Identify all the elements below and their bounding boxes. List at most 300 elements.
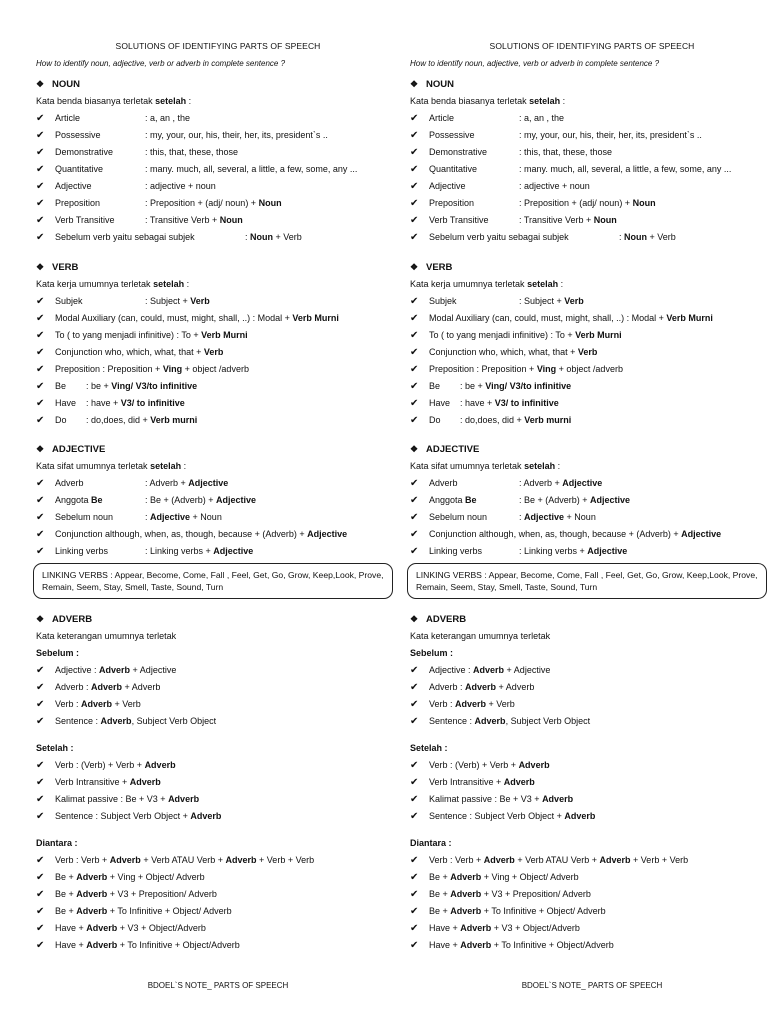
text-segment: Have +: [55, 923, 87, 933]
bold-term: Adverb: [100, 716, 132, 726]
checkmark-icon: ✔: [410, 760, 419, 771]
bold-term: Verb: [577, 347, 598, 357]
checkmark-icon: ✔: [36, 906, 45, 917]
checkmark-icon: ✔: [36, 889, 45, 900]
section-intro: [36, 276, 400, 293]
text-segment: : Subject +: [145, 296, 191, 306]
checkmark-icon: ✔: [410, 198, 419, 209]
list-item: [36, 852, 400, 869]
text-segment: + V3 + Preposition/ Adverb: [107, 889, 217, 899]
section-heading-adjective: [36, 441, 400, 458]
checkmark-icon: ✔: [36, 940, 45, 951]
section-title: VERB: [52, 262, 79, 273]
text-segment: : Transitive Verb +: [145, 215, 220, 225]
checkmark-icon: ✔: [410, 495, 419, 506]
list-item: [36, 361, 400, 378]
text-segment: : Preposition + (adj/ noun) +: [145, 198, 259, 208]
text-segment: To ( to yang menjadi infinitive) : To +: [55, 330, 202, 340]
list-item: [410, 412, 768, 429]
list-item: [410, 757, 768, 774]
spacer: [410, 825, 768, 835]
section-heading-adverb: [410, 611, 768, 628]
bold-term: setelah: [155, 96, 187, 106]
list-item: [410, 110, 768, 127]
list-item: [36, 713, 400, 730]
text-segment: + To Infinitive + Object/Adverb: [491, 940, 614, 950]
list-item: [36, 509, 400, 526]
text-segment: + To Infinitive + Object/ Adverb: [481, 906, 606, 916]
list-item: [36, 378, 400, 395]
text-segment: Adjective :: [429, 665, 474, 675]
bold-term: Adjective: [213, 546, 254, 556]
subgroup-label-before: Sebelum :: [36, 648, 80, 658]
bold-term: Adverb: [503, 777, 535, 787]
bold-term: setelah: [153, 279, 185, 289]
text-segment: Modal Auxiliary (can, could, must, might, shall, ..) : Modal +: [55, 313, 293, 323]
item-label: Sebelum noun: [429, 512, 488, 522]
item-label: Be: [55, 381, 67, 391]
item-definition: [429, 526, 721, 543]
checkmark-icon: ✔: [36, 398, 45, 409]
bold-term: Verb Murni: [292, 313, 339, 323]
subgroup-label-between: Diantara :: [410, 838, 452, 848]
text-segment: Kalimat passive : Be + V3 +: [429, 794, 543, 804]
bold-term: Verb: [190, 296, 210, 306]
list-item: [36, 774, 400, 791]
bold-term: Ving: [536, 364, 557, 374]
text-segment: Kata kerja umumnya terletak: [410, 279, 528, 289]
text-segment: + Verb ATAU Verb +: [140, 855, 226, 865]
list-item: [410, 886, 768, 903]
item-definition: [429, 327, 622, 344]
bold-term: Noun: [219, 215, 243, 225]
bold-term: Verb murni: [150, 415, 198, 425]
bold-term: Adverb: [450, 889, 482, 899]
list-item: [36, 178, 400, 195]
item-definition: [55, 696, 141, 713]
text-segment: Verb : (Verb) + Verb +: [429, 760, 519, 770]
subgroup-label-between: Diantara :: [36, 838, 78, 848]
list-item: [410, 903, 768, 920]
text-segment: Verb : (Verb) + Verb +: [55, 760, 145, 770]
diamond-bullet-icon: ❖: [36, 262, 45, 272]
section-heading-noun: [36, 76, 400, 93]
item-definition: [429, 869, 579, 886]
item-label: Possessive: [55, 130, 101, 140]
text-segment: + Verb: [486, 699, 515, 709]
text-segment: Be +: [55, 906, 77, 916]
bold-term: setelah: [527, 279, 559, 289]
section-noun: [36, 76, 400, 246]
item-definition: [429, 808, 595, 825]
list-item: [410, 178, 768, 195]
text-segment: : be +: [86, 381, 112, 391]
bold-term: Adjective: [307, 529, 348, 539]
checkmark-icon: ✔: [410, 906, 419, 917]
diamond-bullet-icon: ❖: [410, 79, 419, 89]
text-segment: Adjective :: [55, 665, 100, 675]
section-adverb: [36, 611, 400, 954]
item-definition: [429, 679, 534, 696]
diamond-bullet-icon: ❖: [36, 444, 45, 454]
item-definition: [429, 662, 550, 679]
text-segment: Verb : Verb +: [55, 855, 110, 865]
text-segment: Sentence :: [429, 716, 475, 726]
checkmark-icon: ✔: [36, 181, 45, 192]
section-verb: [36, 259, 400, 429]
diamond-bullet-icon: ❖: [36, 614, 45, 624]
item-label: Demonstrative: [55, 147, 114, 157]
checkmark-icon: ✔: [36, 760, 45, 771]
checkmark-icon: ✔: [36, 811, 45, 822]
checkmark-icon: ✔: [36, 130, 45, 141]
item-definition: [429, 696, 515, 713]
text-segment: + To Infinitive + Object/Adverb: [117, 940, 240, 950]
checkmark-icon: ✔: [410, 478, 419, 489]
text-segment: + Verb + Verb: [256, 855, 315, 865]
checkmark-icon: ✔: [410, 181, 419, 192]
text-segment: Conjunction who, which, what, that +: [429, 347, 578, 357]
text-segment: Anggota: [429, 495, 466, 505]
item-definition: [55, 327, 248, 344]
checkmark-icon: ✔: [410, 364, 419, 375]
text-segment: + Verb ATAU Verb +: [514, 855, 600, 865]
list-item: [410, 774, 768, 791]
diamond-bullet-icon: ❖: [36, 79, 45, 89]
checkmark-icon: ✔: [410, 794, 419, 805]
item-definition: [55, 526, 347, 543]
item-definition: [519, 293, 584, 310]
item-definition: [55, 937, 240, 954]
list-item: [410, 361, 768, 378]
bold-term: Adverb: [599, 855, 631, 865]
item-definition: [145, 161, 357, 178]
bold-term: V3/ to infinitive: [120, 398, 185, 408]
list-item: [410, 212, 768, 229]
item-definition: [429, 310, 713, 327]
list-item: [36, 229, 400, 246]
bold-term: Ving: [162, 364, 183, 374]
text-segment: : many. much, all, several, a little, a few, some, any ...: [519, 164, 732, 174]
item-definition: [145, 293, 210, 310]
list-item: [410, 310, 768, 327]
text-segment: : Subject +: [519, 296, 565, 306]
item-definition: [55, 886, 217, 903]
text-segment: + object /adverb: [556, 364, 623, 374]
text-segment: Anggota: [55, 495, 92, 505]
text-segment: + object /adverb: [182, 364, 249, 374]
bold-term: Noun: [624, 232, 648, 242]
page-footer: BDOEL`S NOTE_ PARTS OF SPEECH: [521, 981, 663, 990]
bold-term: setelah: [150, 461, 182, 471]
checkmark-icon: ✔: [36, 381, 45, 392]
item-definition: [55, 791, 199, 808]
list-item: [36, 395, 400, 412]
text-segment: Adverb :: [429, 682, 466, 692]
text-segment: Conjunction although, when, as, though, because + (Adverb) +: [429, 529, 682, 539]
checkmark-icon: ✔: [36, 478, 45, 489]
text-segment: : this, that, these, those: [519, 147, 613, 157]
item-definition: [145, 195, 282, 212]
bold-term: Verb Murni: [666, 313, 713, 323]
item-label: Verb Transitive: [429, 215, 489, 225]
text-segment: :: [519, 512, 525, 522]
item-definition: [429, 774, 535, 791]
checkmark-icon: ✔: [36, 164, 45, 175]
bold-term: Adverb: [473, 665, 505, 675]
bold-term: Adverb: [465, 682, 497, 692]
section-heading-verb: [36, 259, 400, 276]
item-label: Sebelum verb yaitu sebagai subjek: [55, 232, 195, 242]
section-title: ADJECTIVE: [52, 444, 106, 455]
item-label: Adjective: [429, 181, 466, 191]
text-segment: Be +: [55, 872, 77, 882]
item-definition: [519, 144, 612, 161]
bold-term: Noun: [593, 215, 617, 225]
item-label: Do: [429, 415, 441, 425]
item-label: Be: [429, 381, 441, 391]
checkmark-icon: ✔: [36, 330, 45, 341]
text-segment: :: [184, 279, 190, 289]
text-segment: Preposition : Preposition +: [55, 364, 163, 374]
bold-term: Adjective: [150, 512, 191, 522]
item-definition: [429, 757, 550, 774]
checkmark-icon: ✔: [410, 398, 419, 409]
text-segment: + Noun: [190, 512, 222, 522]
bold-term: Be: [91, 495, 103, 505]
bold-term: Adverb: [81, 699, 113, 709]
item-definition: [429, 920, 580, 937]
list-item: [36, 310, 400, 327]
item-definition: [55, 903, 232, 920]
checkmark-icon: ✔: [36, 716, 45, 727]
list-item: [410, 475, 768, 492]
item-label: Quantitative: [429, 164, 478, 174]
list-item: [36, 412, 400, 429]
linking-verbs-box: LINKING VERBS : Appear, Become, Come, Fall , Feel, Get, Go, Grow, Keep,Look, Prove, Remain, Seem, Stay, Smell, Taste, Sound, Turn: [407, 563, 767, 599]
page-column-right: [410, 0, 768, 1024]
item-definition: [55, 920, 206, 937]
text-segment: Be +: [429, 889, 451, 899]
list-item: [36, 161, 400, 178]
section-title: ADJECTIVE: [426, 444, 480, 455]
bold-term: Adverb: [450, 906, 482, 916]
checkmark-icon: ✔: [36, 296, 45, 307]
section-intro: [410, 628, 768, 645]
item-definition: [55, 310, 339, 327]
bold-term: Adverb: [86, 940, 118, 950]
bold-term: Adverb: [450, 872, 482, 882]
checkmark-icon: ✔: [410, 777, 419, 788]
item-definition: [429, 886, 591, 903]
section-intro: [36, 458, 400, 475]
section-heading-adjective: [410, 441, 768, 458]
item-label: Have: [55, 398, 77, 408]
item-definition: [519, 212, 617, 229]
subgroup-label-after: Setelah :: [36, 743, 74, 753]
item-definition: [55, 361, 249, 378]
item-definition: [429, 344, 597, 361]
section-adjective: [36, 441, 400, 560]
item-label: [55, 492, 103, 509]
text-segment: Kata keterangan umumnya terletak: [36, 631, 177, 641]
checkmark-icon: ✔: [36, 495, 45, 506]
guiding-question: How to identify noun, adjective, verb or adverb in complete sentence ?: [410, 59, 660, 68]
bold-term: Verb: [203, 347, 224, 357]
bold-term: Adverb: [144, 760, 176, 770]
list-item: [36, 920, 400, 937]
bold-term: Adverb: [129, 777, 161, 787]
list-item: [36, 662, 400, 679]
bold-term: Adverb: [564, 811, 596, 821]
list-item: [410, 293, 768, 310]
item-definition: [460, 378, 571, 395]
list-item: [410, 920, 768, 937]
list-item: [410, 543, 768, 560]
text-segment: : Be + (Adverb) +: [519, 495, 591, 505]
section-intro: [36, 628, 400, 645]
text-segment: To ( to yang menjadi infinitive) : To +: [429, 330, 576, 340]
list-item: [36, 543, 400, 560]
list-item: [410, 127, 768, 144]
bold-term: setelah: [529, 96, 561, 106]
checkmark-icon: ✔: [410, 347, 419, 358]
checkmark-icon: ✔: [410, 546, 419, 557]
item-definition: [55, 662, 176, 679]
text-segment: + Adverb: [122, 682, 161, 692]
list-item: [410, 492, 768, 509]
section-heading-verb: [410, 259, 768, 276]
bold-term: Ving/ V3/to infinitive: [111, 381, 198, 391]
item-label: Subjek: [429, 296, 457, 306]
list-item: [36, 791, 400, 808]
item-definition: [245, 229, 302, 246]
section-intro: [410, 458, 768, 475]
diamond-bullet-icon: ❖: [410, 444, 419, 454]
checkmark-icon: ✔: [410, 313, 419, 324]
item-label: [429, 492, 477, 509]
text-segment: : Linking verbs +: [145, 546, 214, 556]
text-segment: Sentence : Subject Verb Object +: [55, 811, 191, 821]
text-segment: + To Infinitive + Object/ Adverb: [107, 906, 232, 916]
document-title: SOLUTIONS OF IDENTIFYING PARTS OF SPEECH: [115, 41, 321, 51]
bold-term: Adjective: [524, 512, 565, 522]
item-definition: [55, 869, 205, 886]
text-segment: : Adverb +: [519, 478, 563, 488]
text-segment: : do,does, did +: [460, 415, 525, 425]
checkmark-icon: ✔: [36, 682, 45, 693]
checkmark-icon: ✔: [36, 147, 45, 158]
bold-term: Verb Murni: [201, 330, 248, 340]
text-segment: :: [186, 96, 192, 106]
subgroup-label-before: Sebelum :: [410, 648, 454, 658]
item-definition: [519, 161, 731, 178]
bold-term: Verb: [564, 296, 584, 306]
list-item: [410, 395, 768, 412]
section-title: ADVERB: [52, 614, 93, 625]
item-definition: [429, 903, 606, 920]
list-item: [410, 327, 768, 344]
bold-term: Adjective: [681, 529, 722, 539]
list-item: [36, 344, 400, 361]
list-item: [410, 229, 768, 246]
list-item: [410, 378, 768, 395]
item-definition: [145, 144, 238, 161]
item-definition: [145, 127, 328, 144]
diamond-bullet-icon: ❖: [410, 614, 419, 624]
item-definition: [86, 395, 185, 412]
list-item: [36, 903, 400, 920]
checkmark-icon: ✔: [410, 215, 419, 226]
bold-term: Adverb: [460, 940, 492, 950]
text-segment: Sentence :: [55, 716, 101, 726]
item-label: Have: [429, 398, 451, 408]
item-label: Preposition: [429, 198, 475, 208]
text-segment: Kata sifat umumnya terletak: [410, 461, 525, 471]
list-item: [36, 127, 400, 144]
checkmark-icon: ✔: [410, 232, 419, 243]
text-segment: Conjunction although, when, as, though, because + (Adverb) +: [55, 529, 308, 539]
checkmark-icon: ✔: [36, 699, 45, 710]
checkmark-icon: ✔: [36, 872, 45, 883]
text-segment: : Adverb +: [145, 478, 189, 488]
list-item: [410, 869, 768, 886]
item-definition: [519, 110, 564, 127]
text-segment: Have +: [55, 940, 87, 950]
text-segment: :: [145, 512, 151, 522]
item-definition: [55, 679, 160, 696]
list-item: [36, 212, 400, 229]
checkmark-icon: ✔: [36, 665, 45, 676]
list-item: [36, 144, 400, 161]
item-definition: [429, 852, 688, 869]
text-segment: :: [181, 461, 187, 471]
list-item: [36, 327, 400, 344]
checkmark-icon: ✔: [410, 855, 419, 866]
item-label: Sebelum noun: [55, 512, 114, 522]
list-item: [36, 492, 400, 509]
item-definition: [55, 344, 223, 361]
item-definition: [519, 195, 656, 212]
text-segment: : a, an , the: [519, 113, 565, 123]
checkmark-icon: ✔: [36, 347, 45, 358]
text-segment: Verb :: [429, 699, 456, 709]
spacer: [36, 730, 400, 740]
list-item: [36, 886, 400, 903]
checkmark-icon: ✔: [410, 512, 419, 523]
text-segment: + Adjective: [504, 665, 551, 675]
item-definition: [55, 713, 216, 730]
text-segment: + Ving + Object/ Adverb: [481, 872, 579, 882]
list-item: [410, 144, 768, 161]
bold-term: Adverb: [76, 906, 108, 916]
bold-term: setelah: [524, 461, 556, 471]
checkmark-icon: ✔: [36, 364, 45, 375]
text-segment: + Ving + Object/ Adverb: [107, 872, 205, 882]
text-segment: Modal Auxiliary (can, could, must, might, shall, ..) : Modal +: [429, 313, 667, 323]
section-title: ADVERB: [426, 614, 467, 625]
text-segment: Have +: [429, 923, 461, 933]
item-label: Preposition: [55, 198, 101, 208]
text-segment: + Verb: [647, 232, 676, 242]
list-item: [36, 869, 400, 886]
item-definition: [429, 361, 623, 378]
bold-term: Adverb: [99, 665, 131, 675]
text-segment: Kalimat passive : Be + V3 +: [55, 794, 169, 804]
item-label: Linking verbs: [429, 546, 483, 556]
text-segment: + Noun: [564, 512, 596, 522]
item-label: Quantitative: [55, 164, 104, 174]
